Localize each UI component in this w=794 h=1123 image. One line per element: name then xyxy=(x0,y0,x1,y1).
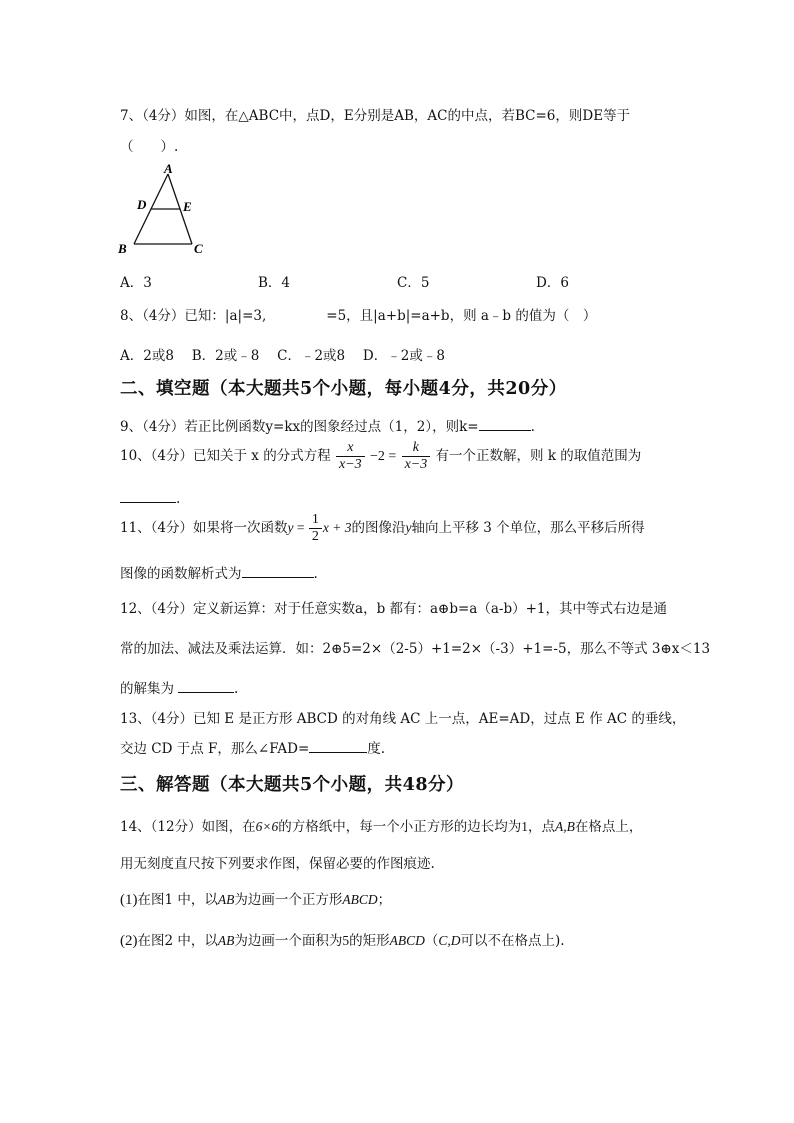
q7-option-d: D．6 xyxy=(536,275,569,291)
q9-stem xyxy=(120,415,535,435)
q12-line1: 12、（4分）定义新运算：对于任意实数a，b 都有：a⊕b=a（a-b）+1，其中等式右边是通 xyxy=(120,601,668,617)
q11-pre: 11、（4分）如果将一次函数 xyxy=(120,520,288,536)
q11-answer-blank xyxy=(242,565,314,578)
q11-line2: 图像的函数解析式为 . xyxy=(120,566,318,582)
q7-option-b: B．4 xyxy=(258,275,291,291)
section-3-heading: 三、解答题（本大题共5个小题，共48分） xyxy=(120,775,465,795)
q9-answer-blank xyxy=(479,418,531,431)
label-D: D xyxy=(137,197,147,212)
q14-line2: 用无刻度直尺按下列要求作图，保留必要的作图痕迹. xyxy=(120,856,435,872)
q14-part1: (1)在图1 中，以AB为边画一个正方形ABCD； xyxy=(120,892,392,908)
q10-fraction-2: $\frac{k}{x-3}$ xyxy=(402,440,431,473)
q8-stem xyxy=(120,304,596,324)
q10-answer-blank xyxy=(120,490,176,503)
q13-answer-blank xyxy=(309,740,367,753)
label-A: A xyxy=(164,161,173,176)
q7-triangle-figure xyxy=(112,160,212,260)
q7-stem: 7、（4分）如图，在△ABC中，点D，E分别是AB，AC的中点，若BC=6，则DE等于 xyxy=(120,108,631,124)
q8-stem-part1: 8、（4分）已知：|a|=3, xyxy=(120,308,267,324)
q11-stem: 11、（4分）如果将一次函数y = $\frac{1}{2}$ x + 3的图像沿y轴向上平移 3 个单位，那么平移后所得 xyxy=(120,512,645,544)
q14-part2: (2)在图2 中，以AB为边画一个面积为5的矩形ABCD（C,D可以不在格点上). xyxy=(120,933,565,949)
section-2-heading: 二、填空题（本大题共5个小题，每小题4分，共20分） xyxy=(120,379,567,399)
q12-line3: 的解集为 . xyxy=(120,681,239,697)
label-C: C xyxy=(194,241,203,256)
q14-line1: 14、（12分）如图，在6×6的方格纸中，每一个小正方形的边长均为1，点A,B在格点上， xyxy=(120,819,643,835)
q10-fraction-1: $\frac{x}{x-3}$ xyxy=(336,440,365,473)
q10-post: 有一个正数解，则 k 的取值范围为 xyxy=(435,448,642,464)
q8-options: A．2或8 B．2或﹣8 C．﹣2或8 D．﹣2或﹣8 xyxy=(120,348,445,364)
q11-fraction: $\frac{1}{2}$ xyxy=(309,512,322,545)
q12-line2: 常的加法、减法及乘法运算．如：2⊕5=2×（2-5）+1=2×（-3）+1=-5，那么不等式 3⊕x＜13 xyxy=(120,641,711,657)
q7-answer-paren: （ ）. xyxy=(120,139,179,155)
q10-pre: 10、（4分）已知关于 x 的分式方程 xyxy=(120,448,331,464)
q9-end: . xyxy=(530,419,535,435)
q12-answer-blank xyxy=(178,680,234,693)
label-B: B xyxy=(118,241,127,256)
q7-option-a: A．3 xyxy=(120,275,152,291)
q10-mid: −2 = xyxy=(369,449,397,464)
q7-option-c: C．5 xyxy=(397,275,430,291)
label-E: E xyxy=(183,199,192,214)
q13-line2: 交边 CD 于点 F，那么∠FAD= 度. xyxy=(120,741,386,757)
q8-stem-part2: =5，且|a+b|=a+b，则 a﹣b 的值为（ ） xyxy=(326,308,597,324)
q10-stem xyxy=(120,440,641,473)
q10-answer-line: . xyxy=(120,490,180,507)
q9-text: 9、（4分）若正比例函数y=kx的图象经过点（1，2），则k= xyxy=(120,419,479,435)
q13-line1: 13、（4分）已知 E 是正方形 ABCD 的对角线 AC 上一点，AE=AD，过点 E 作 AC 的垂线， xyxy=(120,711,686,727)
